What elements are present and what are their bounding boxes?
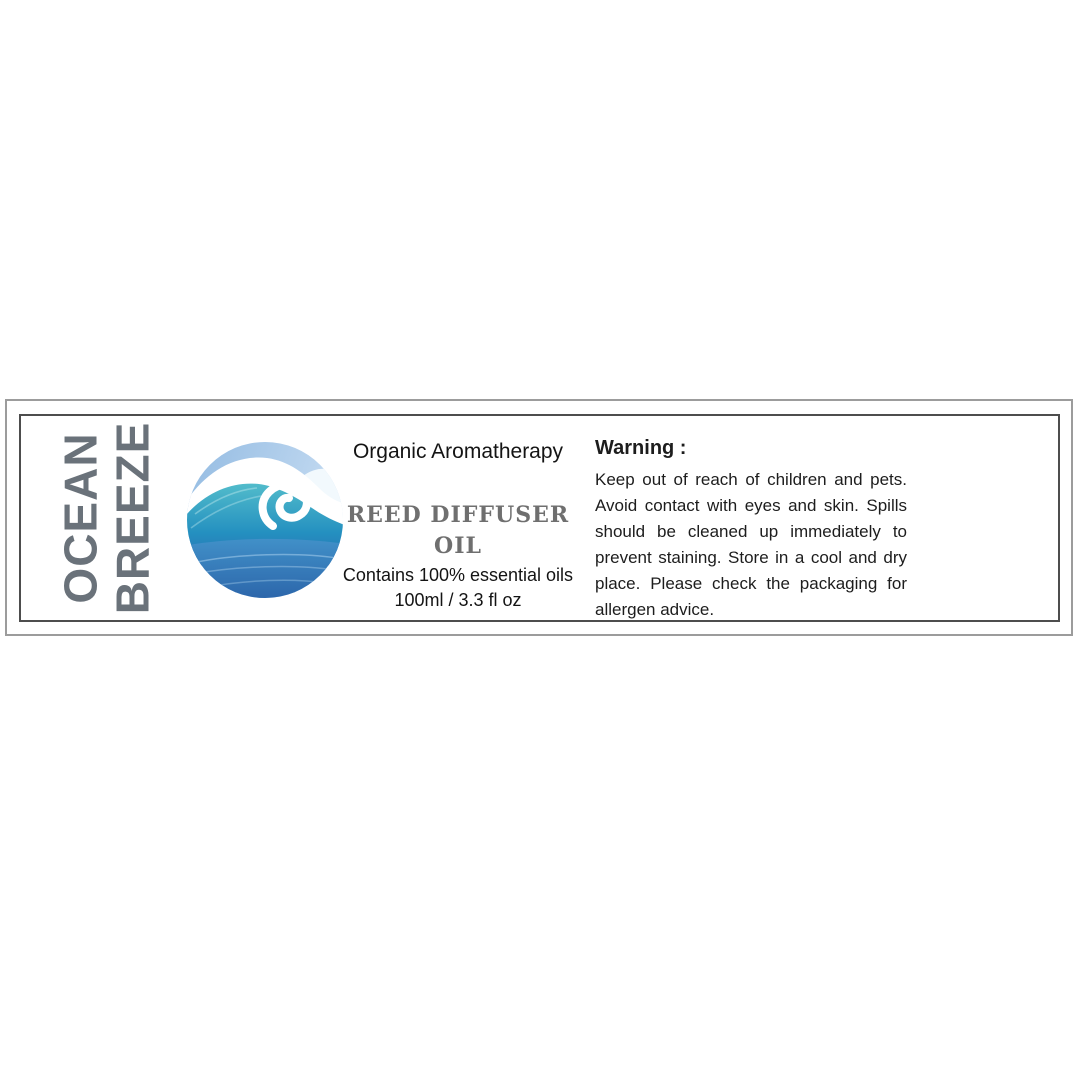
brand-line-2: BREEZE xyxy=(106,421,158,615)
subtitle: Organic Aromatherapy xyxy=(352,440,564,463)
warning-section xyxy=(595,416,907,623)
center-text-column xyxy=(333,416,583,620)
ocean-wave-image xyxy=(187,442,343,598)
brand-name-text xyxy=(54,422,158,615)
product-label xyxy=(19,414,1060,622)
warning-body: Keep out of reach of children and pets. Avoid contact with eyes and skin. Spills should be cleaned up immediately to prevent staining. Store in a cool and dry place. Please check the packaging for allergen advice. xyxy=(595,470,907,619)
warning-heading: Warning : xyxy=(595,437,687,459)
contents-line-1: Contains 100% essential oils xyxy=(342,565,574,585)
contents-line-2: 100ml / 3.3 fl oz xyxy=(394,590,522,610)
product-name xyxy=(333,500,583,562)
brand-line-1: OCEAN xyxy=(54,432,106,604)
product-name-line-2: OIL xyxy=(434,533,482,559)
label-outer-border xyxy=(5,399,1073,636)
contents-info xyxy=(333,563,583,613)
brand-name-vertical xyxy=(31,416,181,620)
product-name-line-1: REED DIFFUSER xyxy=(346,502,570,528)
